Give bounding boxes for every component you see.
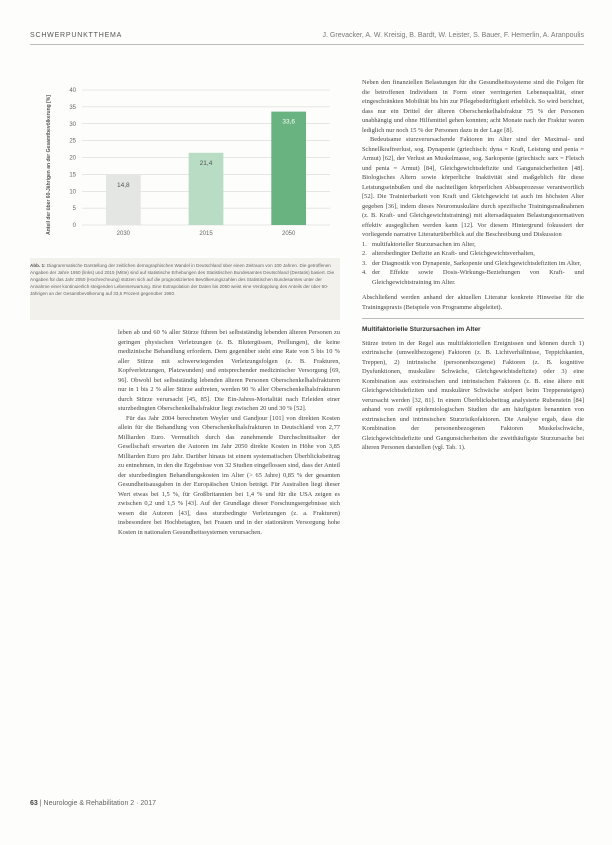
- list-number: 1.: [362, 240, 367, 248]
- list-item: [362, 249, 584, 259]
- data-label: 14,8: [117, 182, 130, 190]
- section-heading: Multifaktorielle Sturzursachen im Alter: [362, 326, 481, 333]
- list-text: altersbedingter Defizite an Kraft- und Gleichgewichtsverhalten,: [372, 250, 535, 257]
- data-label: 33,6: [282, 118, 295, 126]
- paragraph: Für das Jahr 2004 berechneten Weyler und Gandjour [101] von direkten Kosten allein für die Behandlung von Oberschenkelhalsfrakturen in Deutschland von 2,77 Milliarden Euro. Vermutlich durch das zunehmende Durchschnittsalter der Gesellschaft erwarten die Autoren im Jahr 2050 direkte Kosten in Höhe von 3,85 Milliarden Euro pro Jahr. Darüber hinaus ist einem systematischen Überblicksbeitrag zu entnehmen, in den die Ergebnisse von 32 Studien eingeflossen sind, dass der Anteil der sturzbedingten Behandlungskosten im Alter (> 65 Jahre) 0,85 % der gesamten Gesundheitsausgaben in der Europäischen Union beträgt. Für Australien liegt dieser Wert etwas bei 1,5 %, für Großbritannien bei 1,4 % und für die USA zeigen es zwischen 0,2 und 1,5 % [43]. Auf der Grundlage dieser Forschungsergebnisse sich wesen die Autoren [43], dass sturzbedingte Verletzungen (z. a. Frakturen) insbesondere bei Hochbetagten, bei Frauen und in der stationären Versorgung hohe Kosten in nationalen Gesundheitssystemen verursachen.: [118, 414, 340, 536]
- y-axis-label: Anteil der über 60-Jährigen an der Gesamtbevölkerung [%]: [46, 95, 52, 235]
- y-tick-label: 40: [69, 88, 76, 94]
- y-tick-label: 0: [72, 223, 76, 229]
- y-tick-label: 15: [69, 172, 76, 179]
- author-list: J. Grevacker, A. W. Kreisig, B. Bardt, W. Leister, S. Bauer, F. Hemerlin, A. Aranpoulis: [322, 32, 584, 39]
- list-text: multifaktorieller Sturzursachen im Alter,: [372, 240, 476, 248]
- caption-label: Abb. 1:: [30, 263, 46, 268]
- y-tick-label: 30: [69, 121, 76, 128]
- paragraph: leben ab und 60 % aller Stürze führen bei selbstständig lebenden älteren Personen zu geringen physischen Verletzungen (z. B. Blutergüssen, Prellungen), die keine medizinische Behandlung erfordern. Dem gegenüber steht eine Rate von 5 bis 10 % aller Stürze mit schwerwiegenden Verletzungsfolgen (z. B. Frakturen, Kopfverletzungen, Platzwunden) und entsprechender medizinischer Versorgung [69, 96]. Obwohl bei selbstständig lebenden älteren Personen Oberschenkelhalsfrakturen nur in 1 bis 2 % aller Stürze auftreten, werden 90 % aller Oberschenkelhalsfrakturen durch Stürze verursacht [45, 85]. Die Ein-Jahres-Mortalität nach Erleiden einer sturzbedingten Oberschenkelhalsfraktur liegt zwischen 20 und 30 % [52].: [118, 329, 340, 412]
- running-header: [30, 30, 584, 44]
- list-item: [362, 268, 584, 287]
- bar: [271, 112, 306, 225]
- x-tick-labels: [117, 231, 296, 237]
- y-tick-label: 20: [69, 155, 76, 162]
- list-item: [362, 259, 584, 269]
- page-footer: [30, 800, 156, 807]
- list-text: der Effekte sowie Dosis-Wirkungs-Beziehungen von Kraft- und Gleichgewichtstraining im Alter.: [372, 269, 584, 286]
- bar-chart: [40, 80, 340, 250]
- caption-text: Diagrammatische Darstellung der zeitlichen demographischen Wandel in Deutschland über einen Zeitraum von 100 Jahren. Die getroffenen Angaben der Jahre 1950 (links) und 2015 (Mitte) sind auf statistische Erhebungen des Statistischen Bundesamtes Deutschland (Destatis) basiert. Die Angaben für das Jahr 2050 (Hochrechnung) stützen sich auf die prognostizierten Bevölkerungszahlen des Statistischen Bundesamtes unter der Annahme einer kontinuierlich steigenden Lebenserwartung. Eine Extrapolation der Daten bis 2050 weist eine Verdopplung des Anteils der über 60-Jährigen an der Gesamtbevölkerung auf 33,6 Prozent gegenüber 1950.: [30, 263, 335, 296]
- paragraph: Stürze treten in der Regel aus multifaktoriellen Ereignissen und können durch 1) extrinsische (umweltbezogene) Faktoren (z. B. Lichtverhältnisse, Teppichkanten, Treppen), 2) intrinsische (personenbezogene) Faktoren (z. B. kognitive Dysfunktionen, muskuläre Schwäche, Gleichgewichtsdefizite) oder 3) eine Kombination aus extrinsischen und intrinsischen Faktoren (z. B. eine ältere mit Gleichgewichtsdefiziten und muskulärer Schwäche stolpert beim Treppensteigen) verursacht werden [32, 81]. In einem Überblicksbeitrag analysierte Rubenstein [84] anhand von zwölf epidemiologischen Studien die am häufigsten benannten von extrinsischen und intrinsischen Sturzrisikofaktoren. Die Analyse ergab, dass die Kombination der personenbezogenen Faktoren Muskelschwäche, Gleichgewichtsdefizite und Gangunsicherheiten die zweithäufigste Sturzursache bei älteren Personen darstellen (vgl. Tab. 1).: [362, 339, 584, 451]
- list-text: der Diagnostik von Dynapenie, Sarkopenie und Gleichgewichtsdefiziten im Alter,: [372, 259, 582, 267]
- paragraph: Abschließend werden anhand der aktuellen Literatur konkrete Hinweise für die Trainingspraxis (Beispiele von Programme abgeleitet).: [362, 294, 584, 311]
- x-tick-label: 2015: [199, 231, 213, 237]
- y-tick-label: 25: [69, 138, 76, 145]
- body-column-middle: [118, 328, 340, 537]
- page-number: 63: [30, 800, 38, 807]
- list-item: [362, 240, 584, 250]
- list-number: 4.: [362, 269, 367, 276]
- y-tick-label: 10: [69, 189, 76, 196]
- data-label: 21,4: [199, 159, 213, 167]
- paragraph: Neben den finanziellen Belastungen für die Gesundheitssysteme sind die Folgen für die betroffenen Individuen in Form einer verringerten Lebensqualität, einer eingeschränkten Mobilität bis hin zur Pflegebedürftigkeit erheblich. So wird berichtet, dass nur ein Drittel der älteren Oberschenkelhalsfraktur 75 % der Personen unabhängig und ohne Hilfsmittel gehen konnten; acht Monate nach der Fraktur waren lediglich nur noch 15 % der Personen dazu in der Lage [8].: [362, 79, 584, 134]
- header-rule: [30, 44, 584, 45]
- body-column-right: [362, 78, 584, 453]
- x-tick-label: 2030: [116, 231, 131, 237]
- y-tick-labels: [69, 88, 76, 229]
- paragraph: Bedeutsame sturzverursachende Faktoren im Alter sind der Maximal- und Schnellkraftverlust, sog. Dynapenie (griechisch: dyna = Kraft, Leistung und penia = Armut) [62], der Verlust an Muskelmasse, sog. Sarkopenie (griechisch: sarx = Fleisch und penia = Armut) [84], Gleichgewichtsdefizite und Gangunsicherheiten [48]. Biologisches Altern sowie körperliche Inaktivität sind maßgeblich für diese Leistungseinbußen und die nachteiligen körperlichen Abbauprozesse verantwortlich [52]. Die Trainierbarkeit von Kraft und Gleichgewicht ist auch im höchsten Alter gegeben [36], indem dieses Neuromuskuläre durch spezifische Trainingsmaßnahmen (z. B. Kraft- und Gleichgewichtstraining) mit altersadäquaten Belastungsnormativen effektiv ausgeglichen werden kann [12]. Vor diesem Hintergrund fokussiert der vorliegende narrative Literaturüberblick auf die Beschreibung und Diskussion: [362, 136, 584, 238]
- numbered-list: [362, 240, 584, 288]
- figure-caption: [30, 262, 340, 297]
- list-number: 2.: [362, 250, 367, 257]
- y-tick-label: 5: [72, 206, 76, 213]
- section-title: SCHWERPUNKTTHEMA: [30, 32, 123, 39]
- journal-name: | Neurologie & Rehabilitation 2 · 2017: [39, 800, 156, 807]
- list-number: 3.: [362, 259, 367, 267]
- bars: [106, 112, 306, 225]
- y-tick-label: 35: [69, 104, 76, 111]
- section-rule: [362, 318, 584, 319]
- x-tick-label: 2050: [281, 231, 296, 237]
